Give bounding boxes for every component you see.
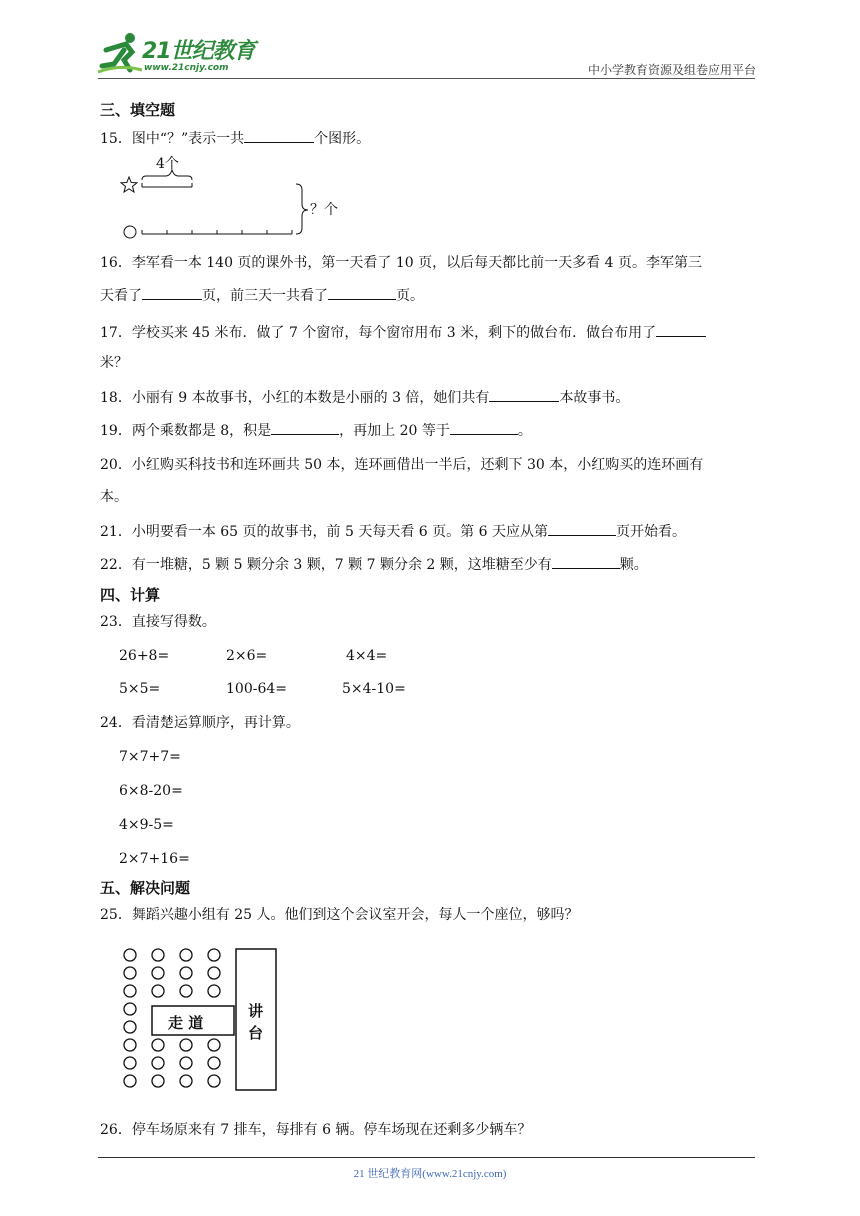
figure-top-label: 4个: [156, 156, 179, 172]
header-rule: [98, 78, 755, 79]
calc-item: 5×5=: [119, 681, 161, 697]
question-16-line1: 16．李军看一本 140 页的课外书，第一天看了 10 页，以后每天都比前一天多看 4 页。李军第三: [100, 255, 702, 271]
calc-item: 4×9-5=: [119, 817, 174, 833]
section-title-calculation: 四、计算: [100, 586, 161, 604]
question-25-prompt: 25．舞蹈兴趣小组有 25 人。他们到这个会议室开会，每人一个座位，够吗？: [100, 907, 579, 923]
question-15: 15．图中“？”表示一共 个图形。: [100, 128, 370, 149]
figure-right-label: ？个: [310, 202, 338, 218]
calc-item: 2×6=: [226, 648, 268, 664]
question-23-prompt: 23．直接写得数。: [100, 614, 216, 630]
calc-item: 6×8-20=: [119, 783, 183, 799]
question-17-line1: 17．学校买来 45 米布．做了 7 个窗帘，每个窗帘用布 3 米，剩下的做台布．做台布用了: [100, 322, 706, 343]
answer-blank[interactable]: [548, 521, 616, 536]
calc-item: 7×7+7=: [119, 749, 181, 765]
logo: [96, 30, 256, 76]
question-16-line2: 天看了 页，前三天一共看了 页。: [100, 285, 424, 306]
question-26-prompt: 26．停车场原来有 7 排车，每排有 6 辆。停车场现在还剩多少辆车？: [100, 1122, 532, 1138]
answer-blank[interactable]: [328, 285, 396, 300]
seating-figure: [118, 944, 283, 1094]
podium-label-2: 台: [248, 1024, 264, 1042]
question-22: 22．有一堆糖，5 颗 5 颗分余 3 颗，7 颗 7 颗分余 2 颗，这堆糖至少有 颗。: [100, 554, 648, 575]
answer-blank[interactable]: [552, 554, 620, 569]
answer-blank[interactable]: [142, 285, 202, 300]
question-19: 19．两个乘数都是 8，积是 ，再加上 20 等于 。: [100, 420, 532, 441]
question-18: 18．小丽有 9 本故事书，小红的本数是小丽的 3 倍，她们共有 本故事书。: [100, 387, 629, 408]
logo-text: 21世纪教育: [142, 39, 255, 64]
question-24-prompt: 24．看清楚运算顺序，再计算。: [100, 715, 300, 731]
platform-name: 中小学教育资源及组卷应用平台: [587, 63, 756, 77]
calc-item: 26+8=: [119, 648, 170, 664]
circle-icon: [124, 226, 136, 238]
section-title-fill-in: 三、填空题: [100, 101, 176, 119]
calc-item: 2×7+16=: [119, 851, 190, 867]
right-brace: [296, 184, 308, 234]
podium-label-1: 讲: [248, 1002, 264, 1020]
question-20-line2: 本。: [100, 489, 128, 505]
question-17-line2: 米？: [100, 355, 128, 371]
footer-rule: [98, 1157, 755, 1158]
question-21: 21．小明要看一本 65 页的故事书，前 5 天每天看 6 页。第 6 天应从第 页开始看。: [100, 521, 686, 542]
answer-blank[interactable]: [244, 128, 314, 143]
calc-item: 5×4-10=: [342, 681, 406, 697]
figure-15: [118, 152, 358, 244]
footer-text: 21 世纪教育网(www.21cnjy.com): [353, 1168, 507, 1180]
runner-logo-icon: [96, 30, 144, 74]
question-20-line1: 20．小红购买科技书和连环画共 50 本，连环画借出一半后，还剩下 30 本，小红购买的连环画有: [100, 457, 704, 473]
calc-item: 4×4=: [346, 648, 388, 664]
section-title-problem-solving: 五、解决问题: [100, 879, 191, 897]
star-icon: [121, 177, 137, 192]
answer-blank[interactable]: [656, 322, 706, 337]
aisle-label: 走 道: [168, 1014, 204, 1032]
answer-blank[interactable]: [489, 387, 559, 402]
answer-blank[interactable]: [450, 420, 518, 435]
logo-url: www.21cnjy.com: [144, 63, 229, 73]
answer-blank[interactable]: [271, 420, 339, 435]
calc-item: 100-64=: [226, 681, 287, 697]
